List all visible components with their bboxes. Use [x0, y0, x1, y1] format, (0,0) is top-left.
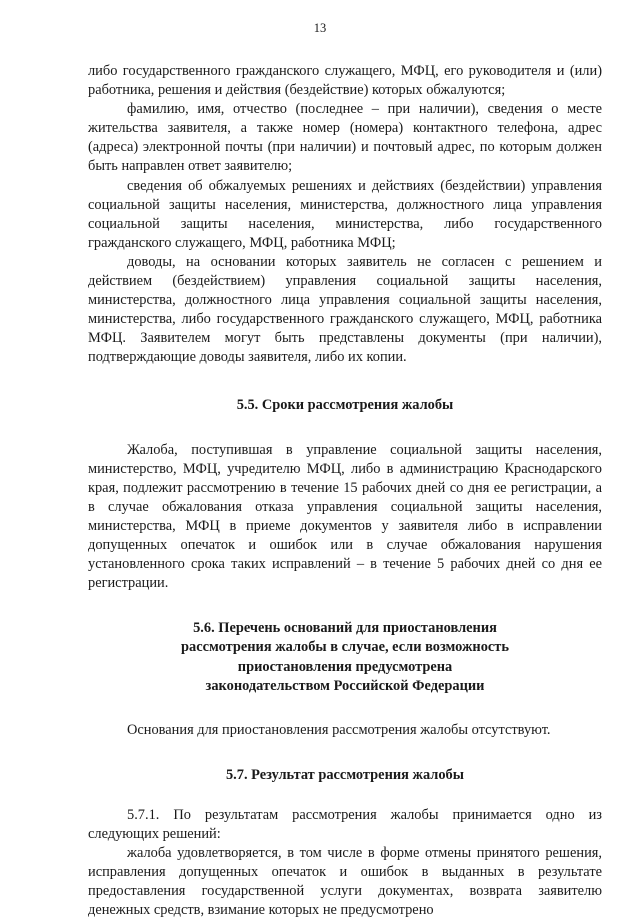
section-5-7-1-text: 5.7.1. По результатам рассмотрения жалобы принимается одно из следующих решений:: [88, 806, 602, 842]
document-body: [88, 62, 602, 920]
section-heading-5-6: [88, 619, 602, 695]
page-number: 13: [313, 21, 327, 35]
heading-line: рассмотрения жалобы в случае, если возможность: [181, 639, 509, 656]
paragraph-appealed-decisions: сведения об обжалуемых решениях и действиях (бездействии) управления социальной защиты населения, министерства, должностного лица управления социальной защиты населения, министерства, либо государственного гражданского служащего, МФЦ, работника МФЦ;: [88, 177, 602, 251]
section-heading-5-7: 5.7. Результат рассмотрения жалобы: [225, 766, 464, 783]
paragraph-arguments: доводы, на основании которых заявитель не согласен с решением и действием (бездействием) управления социальной защиты населения, министерства, должностного лица управления социальной защиты населения, министерства, либо государственного гражданского служащего, МФЦ, работника МФЦ. Заявителем могут быть представлены документы (при наличии), подтверждающие доводы заявителя, либо их копии.: [88, 253, 602, 366]
heading-line: приостановления предусмотрена: [237, 658, 453, 675]
section-5-7-decision-satisfied: жалоба удовлетворяется, в том числе в форме отмены принятого решения, исправления допущенных опечаток и ошибок в выданных в результате предоставления государственной услуги документах, возврата заявителю денежных средств, взимание которых не предусмотрено: [88, 845, 602, 919]
heading-line: 5.6. Перечень оснований для приостановления: [193, 620, 497, 637]
heading-line: законодательством Российской Федерации: [205, 677, 485, 694]
section-heading-5-5: 5.5. Сроки рассмотрения жалобы: [236, 396, 454, 413]
paragraph-continuation: либо государственного гражданского служащего, МФЦ, его руководителя и (или) работника, решения и действия (бездействие) которых обжалуются;: [88, 63, 602, 99]
section-5-5-text: Жалоба, поступившая в управление социальной защиты населения, министерство, МФЦ, учредителю МФЦ, либо в администрацию Краснодарского края, подлежит рассмотрению в течение 15 рабочих дней со дня ее регистрации, а в случае обжалования отказа управления социальной защиты населения, министерства, МФЦ в приеме документов у заявителя либо в исправлении допущенных опечаток и ошибок или в случае обжалования нарушения установленного срока таких исправлений – в течение 5 рабочих дней со дня ее регистрации.: [88, 441, 602, 592]
section-5-6-text: Основания для приостановления рассмотрения жалобы отсутствуют.: [127, 721, 551, 738]
paragraph-applicant-details: фамилию, имя, отчество (последнее – при наличии), сведения о месте жительства заявителя, а также номер (номера) контактного телефона, адрес (адреса) электронной почты (при наличии) и почтовый адрес, по которым должен быть направлен ответ заявителю;: [88, 101, 602, 175]
